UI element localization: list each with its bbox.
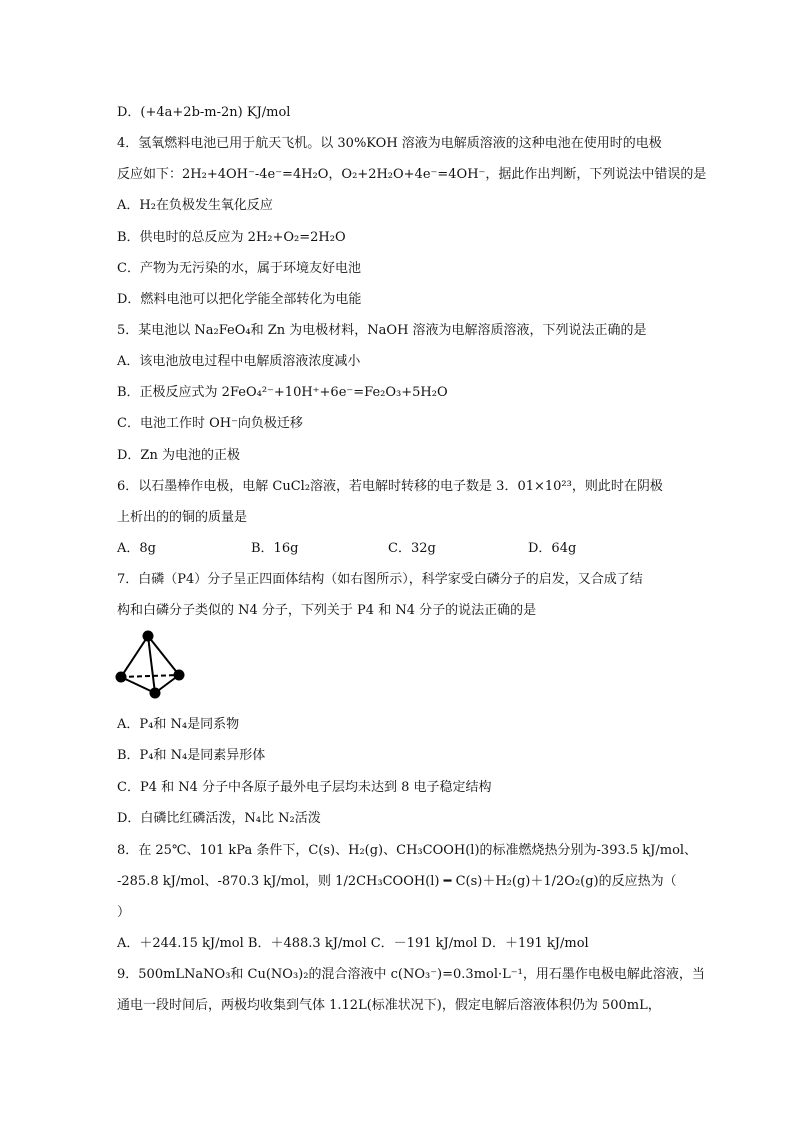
q4-option-B: B．供电时的总反应为 2H₂+O₂=2H₂O [117, 230, 346, 245]
tetra-atom [150, 688, 161, 699]
q4-option-A: A．H₂在负极发生氧化反应 [117, 198, 273, 213]
q8-stem-line-3: ） [117, 905, 131, 920]
tetra-atom [116, 672, 127, 683]
q7-stem-line-1: 7．白磷（P4）分子呈正四面体结构（如右图所示），科学家受白磷分子的启发，又合成了结 [117, 572, 643, 587]
q4-option-C: C．产物为无污染的水，属于环境友好电池 [117, 261, 361, 276]
q6-option-D: D．64g [528, 541, 577, 556]
q7-option-B: B．P₄和 N₄是同素异形体 [117, 748, 266, 763]
q7-option-C: C．P4 和 N4 分子中各原子最外电子层均未达到 8 电子稳定结构 [117, 780, 492, 795]
q5-stem: 5．某电池以 Na₂FeO₄和 Zn 为电极材料，NaOH 溶液为电解溶质溶液，下列说法正确的是 [117, 323, 647, 338]
q8-options: A．＋244.15 kJ/mol B．＋488.3 kJ/mol C．－191 kJ/mol D．＋191 kJ/mol [117, 936, 589, 951]
q5-option-B: B．正极反应式为 2FeO₄²⁻+10H⁺+6e⁻=Fe₂O₃+5H₂O [117, 385, 448, 400]
q5-option-D: D．Zn 为电池的正极 [117, 448, 240, 463]
tetra-edge [121, 677, 155, 693]
line-prev-option-D: D．(+4a+2b-m-2n) KJ/mol [117, 105, 291, 120]
q5-option-C: C．电池工作时 OH⁻向负极迁移 [117, 416, 303, 431]
q5-option-A: A．该电池放电过程中电解质溶液浓度减小 [117, 354, 361, 369]
q6-option-B: B．16g [251, 541, 299, 556]
tetra-edge [121, 636, 148, 677]
q6-option-A: A．8g [117, 541, 156, 556]
q7-option-D: D．白磷比红磷活泼，N₄比 N₂活泼 [117, 811, 321, 826]
p4-tetrahedron-diagram [113, 628, 193, 702]
q9-stem-line-1: 9．500mLNaNO₃和 Cu(NO₃)₂的混合溶液中 c(NO₃⁻)=0.3mol·L⁻¹，用石墨作电极电解此溶液，当 [117, 967, 705, 982]
q4-stem-line-1: 4．氢氧燃料电池已用于航天飞机。以 30%KOH 溶液为电解质溶液的这种电池在使用时的电极 [117, 136, 662, 151]
q7-stem-line-2: 构和白磷分子类似的 N4 分子，下列关于 P4 和 N4 分子的说法正确的是 [117, 603, 537, 618]
q4-option-D: D．燃料电池可以把化学能全部转化为电能 [117, 292, 362, 307]
q4-stem-line-2: 反应如下：2H₂+4OH⁻-4e⁻=4H₂O，O₂+2H₂O+4e⁻=4OH⁻，据此作出判断，下列说法中错误的是 [117, 167, 707, 182]
q9-stem-line-2: 通电一段时间后，两极均收集到气体 1.12L(标准状况下)，假定电解后溶液体积仍为 500mL， [117, 998, 661, 1013]
tetra-hidden-edge [121, 675, 179, 677]
q6-stem-line-1: 6．以石墨棒作电极，电解 CuCl₂溶液，若电解时转移的电子数是 3．01×10²³，则此时在阴极 [117, 479, 663, 494]
q6-option-C: C．32g [388, 541, 436, 556]
q8-stem-line-2: -285.8 kJ/mol、-870.3 kJ/mol，则 1/2CH₃COOH(l) ━ C(s)＋H₂(g)＋1/2O₂(g)的反应热为（ [117, 874, 677, 889]
q6-stem-line-2: 上析出的的铜的质量是 [117, 510, 248, 525]
q8-stem-line-1: 8．在 25℃、101 kPa 条件下，C(s)、H₂(g)、CH₃COOH(l)的标准燃烧热分别为-393.5 kJ/mol、 [117, 843, 698, 858]
tetra-atom [143, 631, 154, 642]
tetra-atom [174, 670, 185, 681]
q7-option-A: A．P₄和 N₄是同系物 [117, 717, 240, 732]
